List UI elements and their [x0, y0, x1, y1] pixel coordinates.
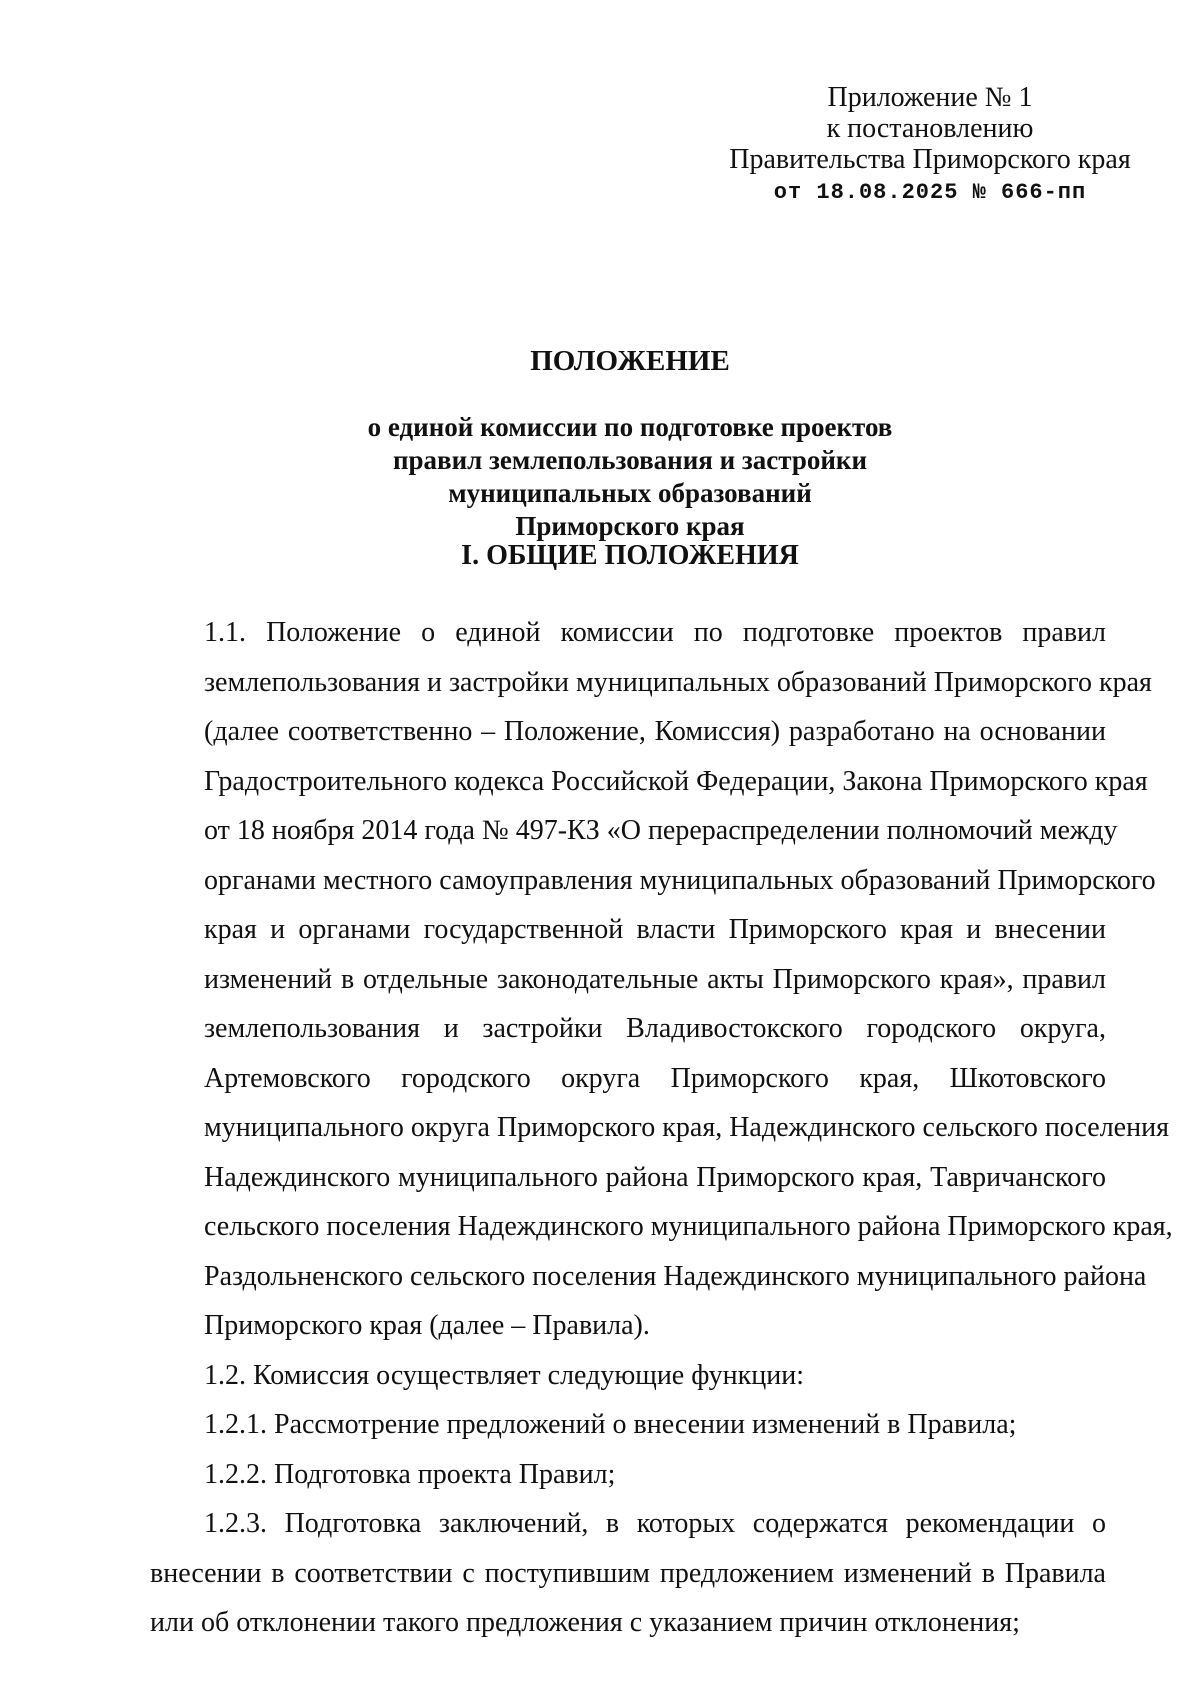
document-title: [150, 312, 1110, 576]
paragraph-1-2: 1.2. Комиссия осуществляет следующие функции:: [204, 1359, 805, 1391]
paragraph-line: сельского поселения Надеждинского муниципального района Приморского края,: [204, 1211, 1173, 1242]
paragraph-line: или об отклонении такого предложения с указанием причин отклонения;: [150, 1607, 1020, 1638]
paragraph-1-2-1: 1.2.1. Рассмотрение предложений о внесении изменений в Правила;: [204, 1409, 1017, 1440]
paragraph-line: землепользования и застройки муниципальных образований Приморского края: [204, 666, 1152, 698]
paragraph-line: внесении в соответствии с поступившим предложением изменений в Правила: [150, 1557, 1106, 1589]
appendix-authority: Правительства Приморского края: [729, 144, 1131, 175]
section-heading: I. ОБЩИЕ ПОЛОЖЕНИЯ: [461, 540, 799, 571]
paragraph-1-2-3: [150, 1499, 1106, 1648]
paragraph-line: края и органами государственной власти Приморского края и внесении: [204, 914, 1106, 945]
paragraph-line: Градостроительного кодекса Российской Федерации, Закона Приморского края: [204, 765, 1148, 797]
paragraph-line: (далее соответственно – Положение, Комиссия) разработано на основании: [204, 716, 1106, 747]
paragraph-line: органами местного самоуправления муниципальных образований Приморского: [204, 864, 1156, 896]
title-heading: ПОЛОЖЕНИЕ: [530, 345, 730, 377]
registration-stamp: от 18.08.2025 № 666-пп: [773, 180, 1087, 205]
paragraph-1-1: [150, 608, 1173, 1351]
paragraph-line: 1.2.3. Подготовка заключений, в которых содержатся рекомендации о: [204, 1508, 1106, 1539]
paragraph-line: 1.1. Положение о единой комиссии по подготовке проектов правил: [204, 617, 1106, 648]
paragraph-line: Артемовского городского округа Приморского края, Шкотовского: [204, 1062, 1106, 1094]
paragraph-line: землепользования и застройки Владивостокского городского округа,: [204, 1013, 1106, 1044]
appendix-block: [720, 82, 1140, 208]
paragraph-line: Приморского края (далее – Правила).: [204, 1310, 650, 1341]
paragraph-line: от 18 ноября 2014 года № 497-КЗ «О перераспределении полномочий между: [204, 815, 1118, 846]
paragraph-line: Надеждинского муниципального района Приморского края, Тавричанского: [204, 1161, 1106, 1193]
paragraph-line: изменений в отдельные законодательные акты Приморского края», правил: [204, 963, 1106, 995]
title-subtitle: о единой комиссии по подготовке проектов правил землепользования и застройки муниципальных образований Приморского края: [367, 412, 893, 541]
document-body: [150, 608, 1173, 1648]
appendix-number: Приложение № 1: [827, 82, 1033, 113]
appendix-reference: к постановлению: [826, 113, 1034, 144]
paragraph-1-2-2: 1.2.2. Подготовка проекта Правил;: [204, 1458, 616, 1490]
paragraph-line: Раздольненского сельского поселения Надеждинского муниципального района: [204, 1260, 1147, 1292]
paragraph-line: муниципального округа Приморского края, Надеждинского сельского поселения: [204, 1112, 1169, 1143]
